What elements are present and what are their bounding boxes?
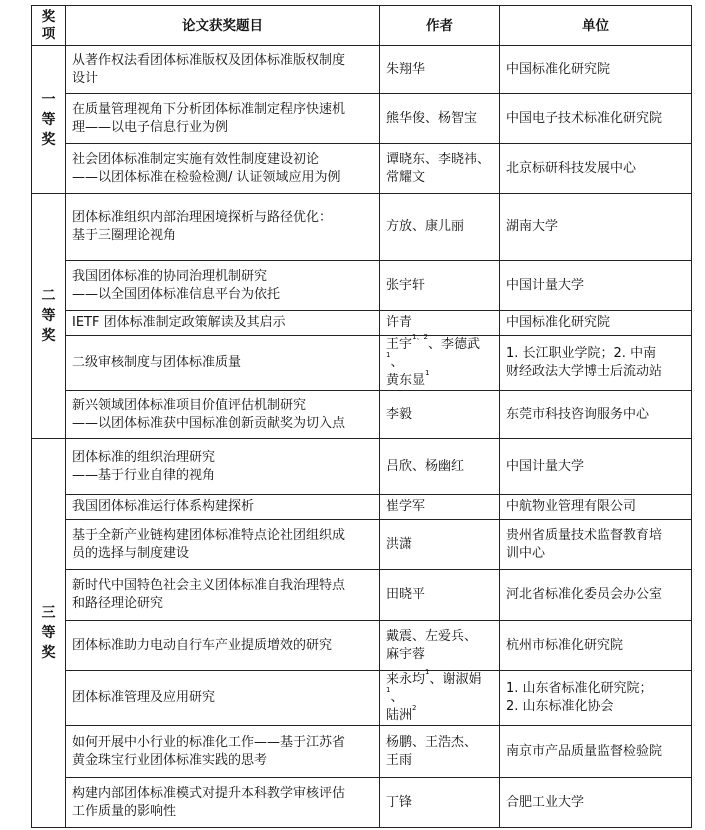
paper-author: 田晓平 <box>380 570 500 621</box>
paper-unit: 北京标研科技发展中心 <box>500 144 692 194</box>
paper-author: 吕欣、杨幽红 <box>380 439 500 495</box>
table-row <box>32 778 692 828</box>
paper-unit: 1. 山东省标准化研究院； 2. 山东标准化协会 <box>500 671 692 726</box>
paper-title: 新时代中国特色社会主义团体标准自我治理特点 和路径理论研究 <box>66 570 380 621</box>
paper-unit: 东莞市科技咨询服务中心 <box>500 391 692 439</box>
paper-author: 戴震、左爱兵、 麻宇蓉 <box>380 621 500 671</box>
table-row <box>32 671 692 726</box>
awards-table <box>31 5 692 828</box>
paper-title: 基于全新产业链构建团体标准特点论社团组织成 员的选择与制度建设 <box>66 520 380 570</box>
table-row <box>32 570 692 621</box>
paper-title: 二级审核制度与团体标准质量 <box>66 336 380 391</box>
table-row <box>32 311 692 336</box>
table-row <box>32 439 692 495</box>
header-title: 论文获奖题目 <box>66 6 380 46</box>
paper-title: 我国团体标准运行体系构建探析 <box>66 495 380 520</box>
table-row <box>32 261 692 311</box>
tier-third-prize: 三 等 奖 <box>32 439 66 828</box>
paper-unit: 中国计量大学 <box>500 261 692 311</box>
paper-unit: 合肥工业大学 <box>500 778 692 828</box>
table-row <box>32 336 692 391</box>
paper-title: 构建内部团体标准模式对提升本科教学审核评估 工作质量的影响性 <box>66 778 380 828</box>
header-award: 奖 项 <box>32 6 66 46</box>
paper-author: 崔学军 <box>380 495 500 520</box>
paper-title: 新兴领域团体标准项目价值评估机制研究 ——以团体标准获中国标准创新贡献奖为切入点 <box>66 391 380 439</box>
table-row <box>32 94 692 144</box>
paper-title: 团体标准的组织治理研究 ——基于行业自律的视角 <box>66 439 380 495</box>
paper-author: 洪潇 <box>380 520 500 570</box>
paper-title: IETF 团体标准制定政策解读及其启示 <box>66 311 380 336</box>
paper-title: 我国团体标准的协同治理机制研究 ——以全国团体标准信息平台为依托 <box>66 261 380 311</box>
tier-first-prize: 一 等 奖 <box>32 46 66 194</box>
header-author: 作者 <box>380 6 500 46</box>
table-row <box>32 144 692 194</box>
paper-author: 许青 <box>380 311 500 336</box>
paper-unit: 湖南大学 <box>500 194 692 261</box>
paper-unit: 1. 长江职业学院；2. 中南 财经政法大学博士后流动站 <box>500 336 692 391</box>
paper-unit: 中国计量大学 <box>500 439 692 495</box>
paper-author: 方放、康儿丽 <box>380 194 500 261</box>
paper-title: 如何开展中小行业的标准化工作——基于江苏省 黄金珠宝行业团体标准实践的思考 <box>66 726 380 778</box>
paper-title: 团体标准管理及应用研究 <box>66 671 380 726</box>
paper-unit: 杭州市标准化研究院 <box>500 621 692 671</box>
paper-unit: 中国电子技术标准化研究院 <box>500 94 692 144</box>
table-row <box>32 495 692 520</box>
paper-author: 朱翔华 <box>380 46 500 94</box>
header-row <box>32 6 692 46</box>
paper-unit: 南京市产品质量监督检验院 <box>500 726 692 778</box>
header-unit: 单位 <box>500 6 692 46</box>
table-row <box>32 520 692 570</box>
paper-unit: 中航物业管理有限公司 <box>500 495 692 520</box>
paper-author: 杨鹏、王浩杰、 王雨 <box>380 726 500 778</box>
paper-unit: 中国标准化研究院 <box>500 46 692 94</box>
paper-title: 团体标准组织内部治理困境探析与路径优化： 基于三圈理论视角 <box>66 194 380 261</box>
paper-author: 王宇$^{1、2}$、李德武$^1$、 黄东显$^1$ <box>380 336 500 391</box>
paper-unit: 中国标准化研究院 <box>500 311 692 336</box>
tier-second-prize: 二 等 奖 <box>32 194 66 439</box>
paper-author: 来永均$^1$、谢淑娟$^1$、 陆洲$^2$ <box>380 671 500 726</box>
paper-title: 团体标准助力电动自行车产业提质增效的研究 <box>66 621 380 671</box>
paper-author: 张宇轩 <box>380 261 500 311</box>
paper-unit: 贵州省质量技术监督教育培 训中心 <box>500 520 692 570</box>
table-row <box>32 726 692 778</box>
table-row <box>32 194 692 261</box>
table-row <box>32 621 692 671</box>
paper-title: 社会团体标准制定实施有效性制度建设初论 ——以团体标准在检验检测/ 认证领域应用为例 <box>66 144 380 194</box>
paper-title: 在质量管理视角下分析团体标准制定程序快速机 理——以电子信息行业为例 <box>66 94 380 144</box>
paper-title: 从著作权法看团体标准版权及团体标准版权制度 设计 <box>66 46 380 94</box>
paper-author: 谭晓东、李晓祎、 常耀文 <box>380 144 500 194</box>
paper-author: 熊华俊、杨智宝 <box>380 94 500 144</box>
table-row <box>32 46 692 94</box>
table-row <box>32 391 692 439</box>
paper-unit: 河北省标准化委员会办公室 <box>500 570 692 621</box>
paper-author: 丁锋 <box>380 778 500 828</box>
paper-author: 李毅 <box>380 391 500 439</box>
